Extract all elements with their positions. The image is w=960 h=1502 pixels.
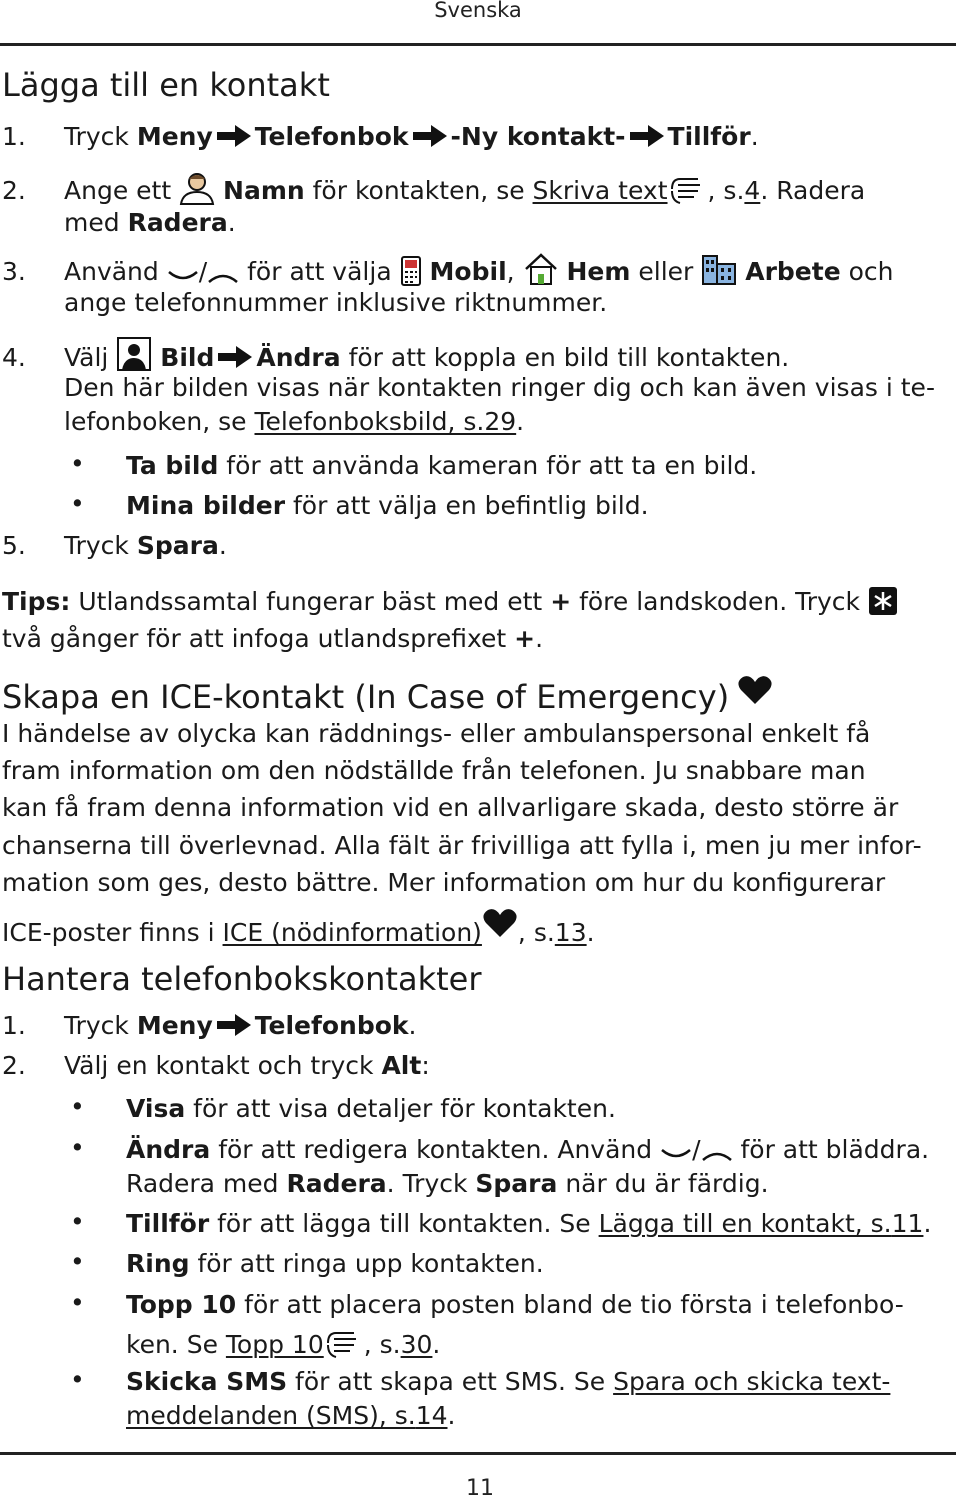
bullet-dot: • [70,1288,85,1317]
nav-up-key-icon [207,268,239,286]
hand-icon [668,171,708,205]
picture-icon [116,336,152,372]
add-step-5: 5. Tryck Spara. [2,531,227,560]
ice-para-line: kan få fram denna information vid en allvarligare skada, desto större är [2,793,899,822]
section-title-manage-contacts: Hantera telefonbokskontakter [2,960,482,998]
bullet-skicka-sms: Skicka SMS för att skapa ett SMS. Se Spara och skicka text- [126,1367,891,1396]
bullet-ring: Ring för att ringa upp kontakten. [126,1249,544,1278]
section-title-ice: Skapa en ICE-kontakt (In Case of Emergency) [2,674,773,716]
ice-para-line: I händelse av olycka kan räddnings- eller ambulanspersonal enkelt få [2,719,871,748]
link-skriva-text[interactable]: Skriva text [532,176,668,205]
add-step-4: 4. Välj Bild Ändra för att koppla en bild till kontakten. [2,336,789,375]
arrow-right-icon [215,1012,253,1038]
link-telefonboksbild[interactable]: Telefonboksbild, s.29 [254,407,517,436]
bullet-dot: • [70,489,85,518]
add-step-2: 2. Ange ett Namn för kontakten, se Skriva text , s.4. Radera [2,171,865,208]
add-step-4-line2: Den här bilden visas när kontakten ringer dig och kan även visas i te- [64,373,935,402]
add-step-2-cont: med Radera. [64,208,236,237]
nav-down-key-icon [660,1146,692,1164]
add-step-3: 3. Använd / för att välja Mobil, Hem eller Arbete och [2,252,894,289]
link-ice[interactable]: ICE (nödinformation) [222,918,482,947]
star-key-icon [868,586,898,616]
nav-down-key-icon [167,268,199,286]
ice-para-line: mation som ges, desto bättre. Mer information om hur du konfigurerar [2,868,886,897]
link-page-4[interactable]: 4 [744,176,761,205]
arrow-right-icon [216,344,254,370]
person-icon [179,171,215,205]
link-page-14[interactable]: 14 [415,1401,448,1430]
nav-up-key-icon [701,1146,733,1164]
ice-para-last: ICE-poster finns i ICE (nödinformation) , s.13. [2,907,595,950]
manage-step-2: 2. Välj en kontakt och tryck Alt: [2,1051,430,1080]
tips-line-1: Tips: Utlandssamtal fungerar bäst med ett + före landskoden. Tryck [2,585,898,619]
tips-line-2: två gånger för att infoga utlandsprefixet +. [2,624,544,653]
bullet-topp10: Topp 10 för att placera posten bland de tio första i telefonbo- [126,1290,904,1319]
add-step-4-line3: lefonboken, se Telefonboksbild, s.29. [64,407,525,436]
heart-icon [482,907,518,939]
bullet-dot: • [70,1207,85,1236]
link-page-11[interactable]: 11 [891,1209,924,1238]
bullet-dot: • [70,449,85,478]
bullet-dot: • [70,1247,85,1276]
link-page-30[interactable]: 30 [400,1330,433,1359]
section-title-add-contact: Lägga till en kontakt [2,66,330,104]
arrow-right-icon [215,123,253,149]
bullet-mina-bilder: Mina bilder för att välja en befintlig bild. [126,491,649,520]
office-building-icon [701,252,737,286]
add-step-3-cont: ange telefonnummer inklusive riktnummer. [64,288,608,317]
ice-para-line: chanserna till överlevnad. Alla fält är frivilliga att fylla i, men ju mer infor- [2,831,922,860]
link-topp-10[interactable]: Topp 10 [225,1330,324,1359]
home-icon [523,252,559,286]
ice-para-line: fram information om den nödställde från telefonen. Ju snabbare man [2,756,866,785]
arrow-right-icon [411,123,449,149]
page-header [0,0,960,48]
link-lagga-till-kontakt[interactable]: Lägga till en kontakt, s. [598,1209,892,1238]
link-spara-skicka[interactable]: Spara och skicka text- [613,1367,891,1396]
add-step-1: 1. Tryck Meny Telefonbok -Ny kontakt- Tillför. [2,122,759,151]
bullet-andra-cont: Radera med Radera. Tryck Spara när du är färdig. [126,1169,769,1198]
mobile-phone-icon [400,256,422,286]
bullet-andra: Ändra för att redigera kontakten. Använd / för att bläddra. [126,1135,930,1164]
footer-rule [0,1452,956,1455]
bullet-skicka-sms-cont: meddelanden (SMS), s.14. [126,1401,456,1430]
page-number: 11 [466,1476,494,1501]
manage-step-1: 1. Tryck Meny Telefonbok. [2,1011,417,1040]
link-meddelanden[interactable]: meddelanden (SMS), s. [126,1401,416,1430]
header-language: Svenska [434,0,522,22]
bullet-topp10-cont: ken. Se Topp 10 , s.30. [126,1325,440,1362]
heart-icon [737,674,773,706]
bullet-tillfor: Tillför för att lägga till kontakten. Se Lägga till en kontakt, s.11. [126,1209,932,1238]
bullet-dot: • [70,1365,85,1394]
bullet-visa: Visa för att visa detaljer för kontakten. [126,1094,616,1123]
arrow-right-icon [628,123,666,149]
link-page-13[interactable]: 13 [554,918,587,947]
bullet-ta-bild: Ta bild för att använda kameran för att ta en bild. [126,451,758,480]
header-rule [0,43,956,46]
bullet-dot: • [70,1092,85,1121]
bullet-dot: • [70,1133,85,1162]
hand-icon [324,1325,364,1359]
